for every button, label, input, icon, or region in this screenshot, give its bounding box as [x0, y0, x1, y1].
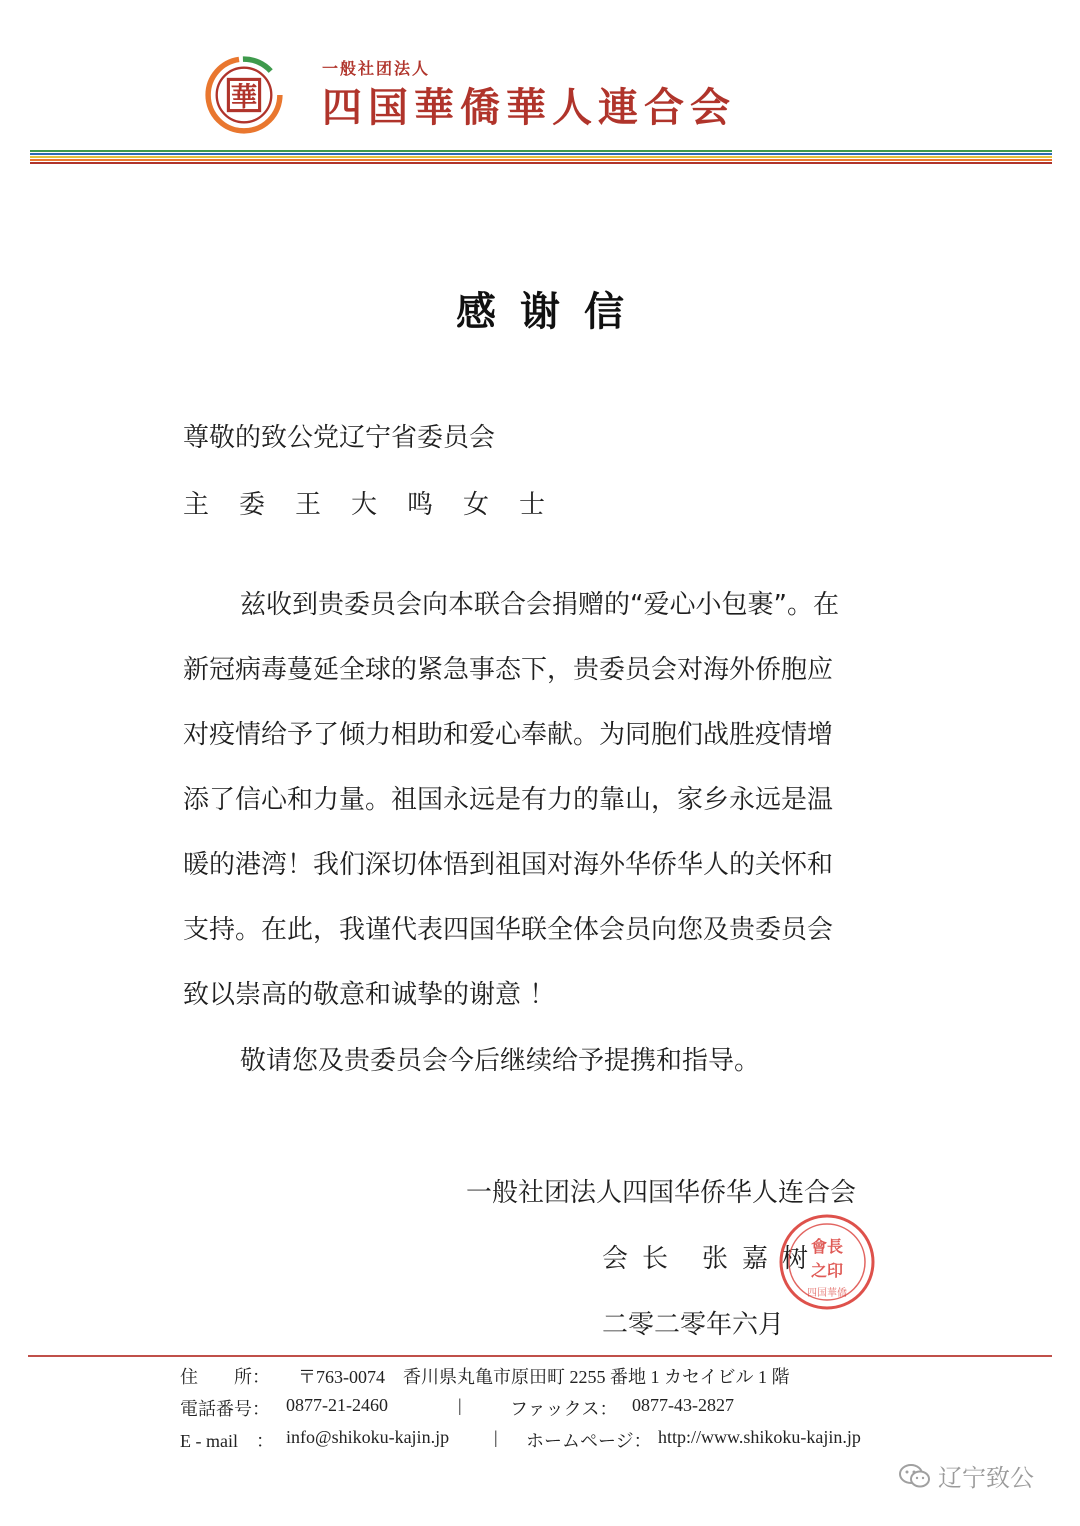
- logo-glyph: 華: [230, 81, 258, 113]
- email-label: E - mail ：: [180, 1431, 274, 1451]
- signature-name: 张嘉树: [702, 1244, 823, 1274]
- fax-value: 0877-43-2827: [632, 1395, 734, 1415]
- recipient-organization: 尊敬的致公党辽宁省委员会: [183, 423, 496, 453]
- recipient-person: 主委王大鸣女士: [183, 490, 576, 520]
- red-seal-stamp: [777, 1212, 877, 1312]
- closing-line: 敬请您及贵委员会今后继续给予提携和指导。: [240, 1046, 761, 1076]
- body-line: 兹收到贵委员会向本联合会捐赠的“爱心小包裹”。在: [240, 590, 839, 620]
- phone-value: 0877-21-2460: [286, 1395, 388, 1415]
- organization-type: 一般社团法人: [322, 59, 431, 78]
- separator: |: [458, 1395, 462, 1415]
- homepage-value: http://www.shikoku-kajin.jp: [658, 1427, 861, 1447]
- signature-title: 会长: [602, 1244, 683, 1274]
- wechat-icon: [898, 1462, 932, 1490]
- letter-title: 感谢信: [456, 289, 648, 335]
- separator: |: [494, 1427, 498, 1447]
- body-line: 新冠病毒蔓延全球的紧急事态下，贵委员会对海外侨胞应: [183, 655, 834, 685]
- account-watermark: [898, 1458, 1034, 1493]
- body-line: 致以崇高的敬意和诚挚的谢意 ！: [183, 980, 556, 1010]
- fax-label: ファックス：: [510, 1399, 618, 1419]
- letter-date: 二零二零年六月: [602, 1310, 785, 1340]
- homepage-label: ホームページ：: [526, 1431, 652, 1451]
- letterhead-stripe: [30, 150, 1052, 166]
- email-value: info@shikoku-kajin.jp: [286, 1427, 450, 1447]
- address-label: 住 所：: [180, 1367, 270, 1387]
- organization-logo: [205, 56, 283, 134]
- svg-text:會長: 會長: [810, 1237, 844, 1256]
- signature-organization: 一般社团法人四国华侨华人连合会: [466, 1178, 857, 1208]
- organization-name: 四国華僑華人連合会: [322, 84, 736, 131]
- body-line: 支持。在此，我谨代表四国华联全体会员向您及贵委员会: [183, 915, 834, 945]
- watermark-text: 辽宁致公: [938, 1464, 1034, 1492]
- phone-label: 電話番号：: [180, 1399, 270, 1419]
- footer-divider: [28, 1355, 1052, 1357]
- body-line: 添了信心和力量。祖国永远是有力的靠山，家乡永远是温: [183, 785, 834, 815]
- address-value: 〒763-0074 香川県丸亀市原田町 2255 番地 1 カセイビル 1 階: [298, 1367, 790, 1387]
- svg-text:之印: 之印: [810, 1261, 844, 1280]
- svg-text:四国華僑: 四国華僑: [807, 1288, 847, 1299]
- body-line: 对疫情给予了倾力相助和爱心奉献。为同胞们战胜疫情增: [183, 720, 834, 750]
- body-line: 暖的港湾！我们深切体悟到祖国对海外华侨华人的关怀和: [183, 850, 834, 880]
